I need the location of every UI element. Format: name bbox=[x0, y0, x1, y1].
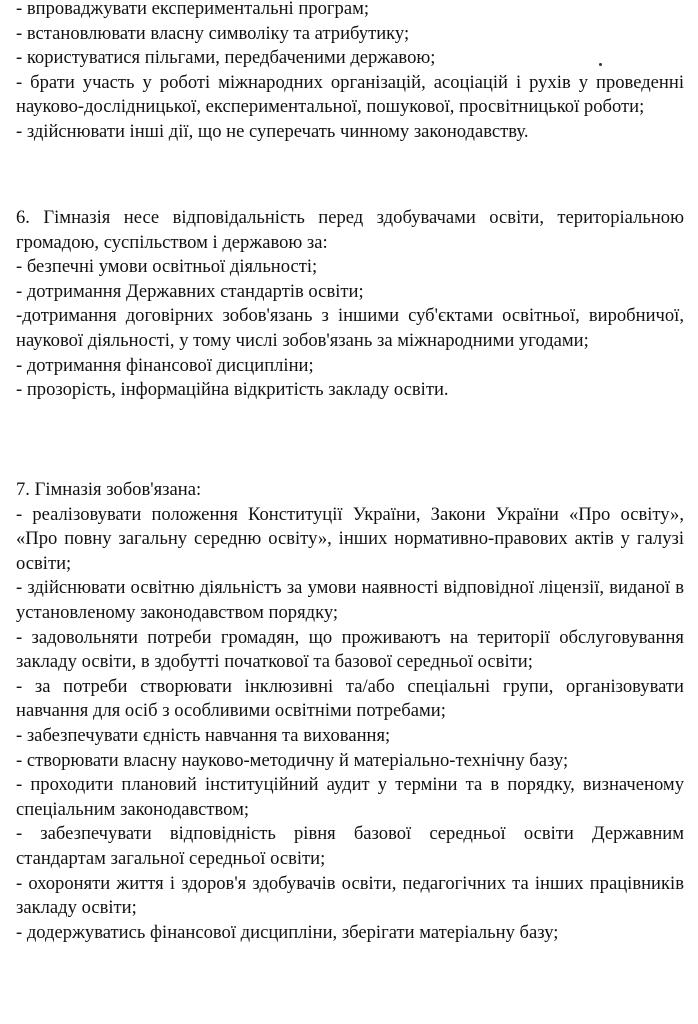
list-item: - дотримання Державних стандартів освіти; bbox=[16, 280, 364, 302]
list-item: - безпечні умови освітньої діяльності; bbox=[16, 256, 318, 278]
section-top bbox=[16, 0, 684, 145]
list-item: - за потреби створювати інклюзивні та/або спеціальні групи, організовувати навчання для осіб з особливими освітніми потребами; bbox=[16, 675, 684, 722]
list-item: - реалізовувати положення Конституції України, Закони України «Про освіту», «Про повну загальну середню освіту», інших нормативно-правових актів у галузі освіти; bbox=[16, 503, 684, 574]
list-item: - проходити плановий інституційний аудит у терміни та в порядку, визначеному спеціальним законодавством; bbox=[16, 774, 684, 820]
section-6-heading: 6. Гімназія несе відповідальність перед здобувачами освіти, територіальною громадою, суспільством і державою за: bbox=[16, 207, 684, 253]
section-7-heading: 7. Гімназія зобов'язана: bbox=[16, 479, 202, 500]
list-item: - впроваджувати експериментальні програм; bbox=[16, 0, 370, 19]
list-item: - забезпечувати єдність навчання та виховання; bbox=[16, 724, 391, 746]
list-item: - задовольняти потреби громадян, що проживаютъ на території обслуговування закладу освіти, в здобутті початкової та базової середньої освіти; bbox=[16, 626, 684, 673]
list-item: - створювати власну науково-методичну й матеріально-технічну базу; bbox=[16, 749, 569, 771]
list-item: - здійснювати освітню діяльністъ за умови наявності відповідної ліцензії, виданої в установленому законодавством порядку; bbox=[16, 577, 684, 623]
list-item: - охороняти життя і здоров'я здобувачів освіти, педагогічних та інших працівників закладу освіти; bbox=[16, 872, 684, 919]
list-item: -дотримання договірних зобов'язань з іншими суб'єктами освітньої, виробничої, наукової діяльності, у тому числі зобов'язань за міжнародними угодами; bbox=[16, 305, 684, 351]
list-item: - встановлювати власну символіку та атрибутику; bbox=[16, 22, 410, 44]
section-7 bbox=[16, 478, 684, 945]
list-item: - додержуватись фінансової дисципліни, зберігати матеріальну базу; bbox=[16, 921, 559, 943]
list-item: - забезпечувати відповідність рівня базової середньої освіти Державним стандартам загальної середньої освіти; bbox=[16, 823, 684, 869]
list-item: - користуватися пільгами, передбаченими державою; bbox=[16, 47, 436, 69]
list-item: - здійснювати інші дії, що не суперечать чинному законодавству. bbox=[16, 120, 529, 142]
list-item: - дотримання фінансової дисципліни; bbox=[16, 354, 314, 376]
list-item: - прозорість, інформаційна відкритість закладу освіти. bbox=[16, 379, 449, 401]
list-item: - брати участь у роботі міжнародних організацій, асоціацій і рухів у проведенні науково-дослідницької, експериментальної, пошукової, просвітницької роботи; bbox=[16, 71, 684, 118]
section-6 bbox=[16, 206, 684, 403]
